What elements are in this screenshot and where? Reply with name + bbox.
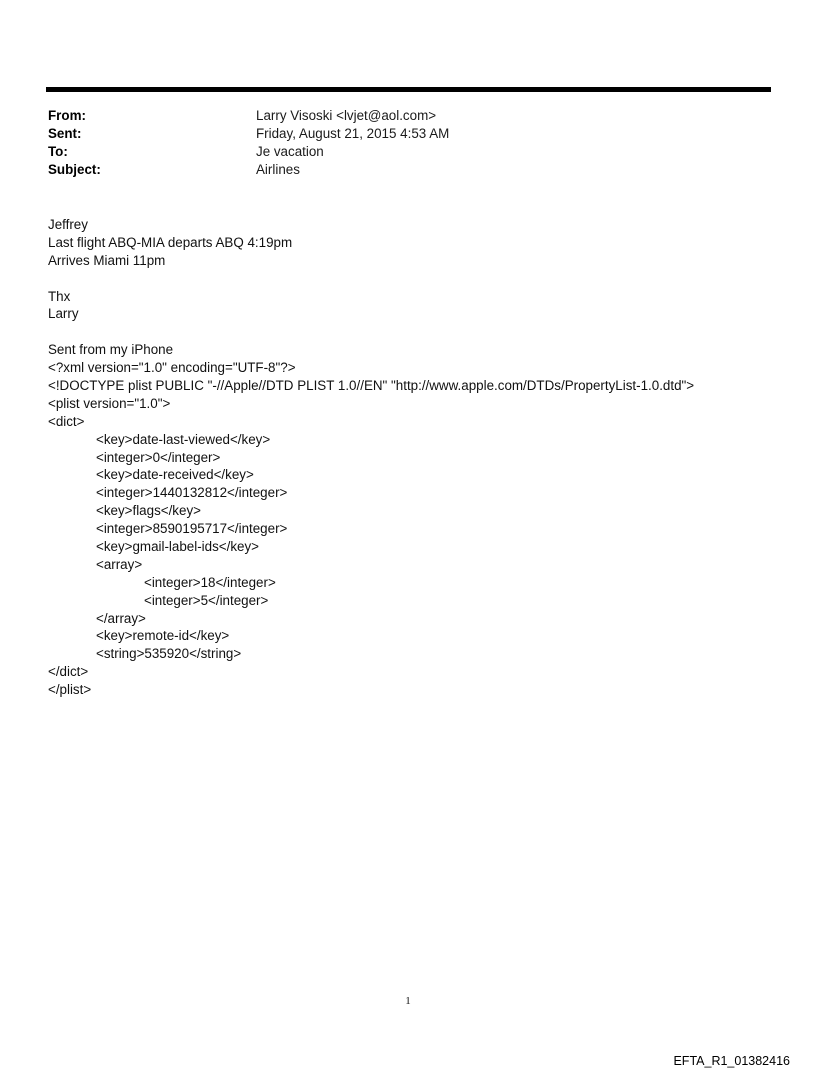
plist-line: <array> bbox=[96, 556, 143, 572]
from-label: From: bbox=[48, 108, 86, 123]
dict-close: </dict> bbox=[48, 664, 89, 680]
plist-line: <integer>1440132812</integer> bbox=[96, 485, 288, 501]
email-header bbox=[48, 107, 768, 179]
plist-line: </array> bbox=[96, 610, 146, 626]
page-number: 1 bbox=[405, 995, 411, 1007]
sent-from-line: Sent from my iPhone bbox=[48, 342, 174, 358]
sent-value: Friday, August 21, 2015 4:53 AM bbox=[256, 126, 450, 141]
from-row bbox=[48, 107, 768, 125]
subject-value: Airlines bbox=[256, 162, 300, 177]
plist-open: <plist version="1.0"> bbox=[48, 395, 171, 411]
sent-label: Sent: bbox=[48, 126, 82, 141]
subject-row bbox=[48, 161, 768, 179]
plist-line: <key>date-received</key> bbox=[96, 467, 254, 483]
thanks: Thx bbox=[48, 288, 71, 304]
plist-line: <integer>18</integer> bbox=[144, 574, 276, 590]
message-line-1: Last flight ABQ-MIA departs ABQ 4:19pm bbox=[48, 234, 293, 250]
document-id: EFTA_R1_01382416 bbox=[673, 1054, 790, 1068]
plist-close: </plist> bbox=[48, 682, 92, 698]
plist-line: <integer>8590195717</integer> bbox=[96, 521, 288, 537]
dict-open: <dict> bbox=[48, 413, 85, 429]
header-divider bbox=[46, 87, 771, 92]
plist-line: <integer>5</integer> bbox=[144, 592, 269, 608]
from-value: Larry Visoski <lvjet@aol.com> bbox=[256, 108, 437, 123]
plist-line: <key>date-last-viewed</key> bbox=[96, 431, 271, 447]
plist-line: <string>535920</string> bbox=[96, 646, 242, 662]
to-row bbox=[48, 143, 768, 161]
plist-line: <key>flags</key> bbox=[96, 503, 201, 519]
plist-doctype: <!DOCTYPE plist PUBLIC "-//Apple//DTD PLIST 1.0//EN" "http://www.apple.com/DTDs/PropertyList-1.0.dtd"> bbox=[48, 378, 695, 394]
plist-xml-declaration: <?xml version="1.0" encoding="UTF-8"?> bbox=[48, 360, 296, 376]
spacer bbox=[48, 323, 788, 341]
greeting: Jeffrey bbox=[48, 217, 88, 232]
message-line-2: Arrives Miami 11pm bbox=[48, 252, 166, 268]
to-value: Je vacation bbox=[256, 144, 324, 159]
signature: Larry bbox=[48, 306, 79, 322]
plist-line: <integer>0</integer> bbox=[96, 449, 221, 465]
email-body bbox=[48, 216, 788, 699]
spacer bbox=[48, 270, 788, 288]
sent-row bbox=[48, 125, 768, 143]
plist-line: <key>remote-id</key> bbox=[96, 628, 230, 644]
subject-label: Subject: bbox=[48, 162, 101, 177]
to-label: To: bbox=[48, 144, 68, 159]
plist-line: <key>gmail-label-ids</key> bbox=[96, 539, 260, 555]
